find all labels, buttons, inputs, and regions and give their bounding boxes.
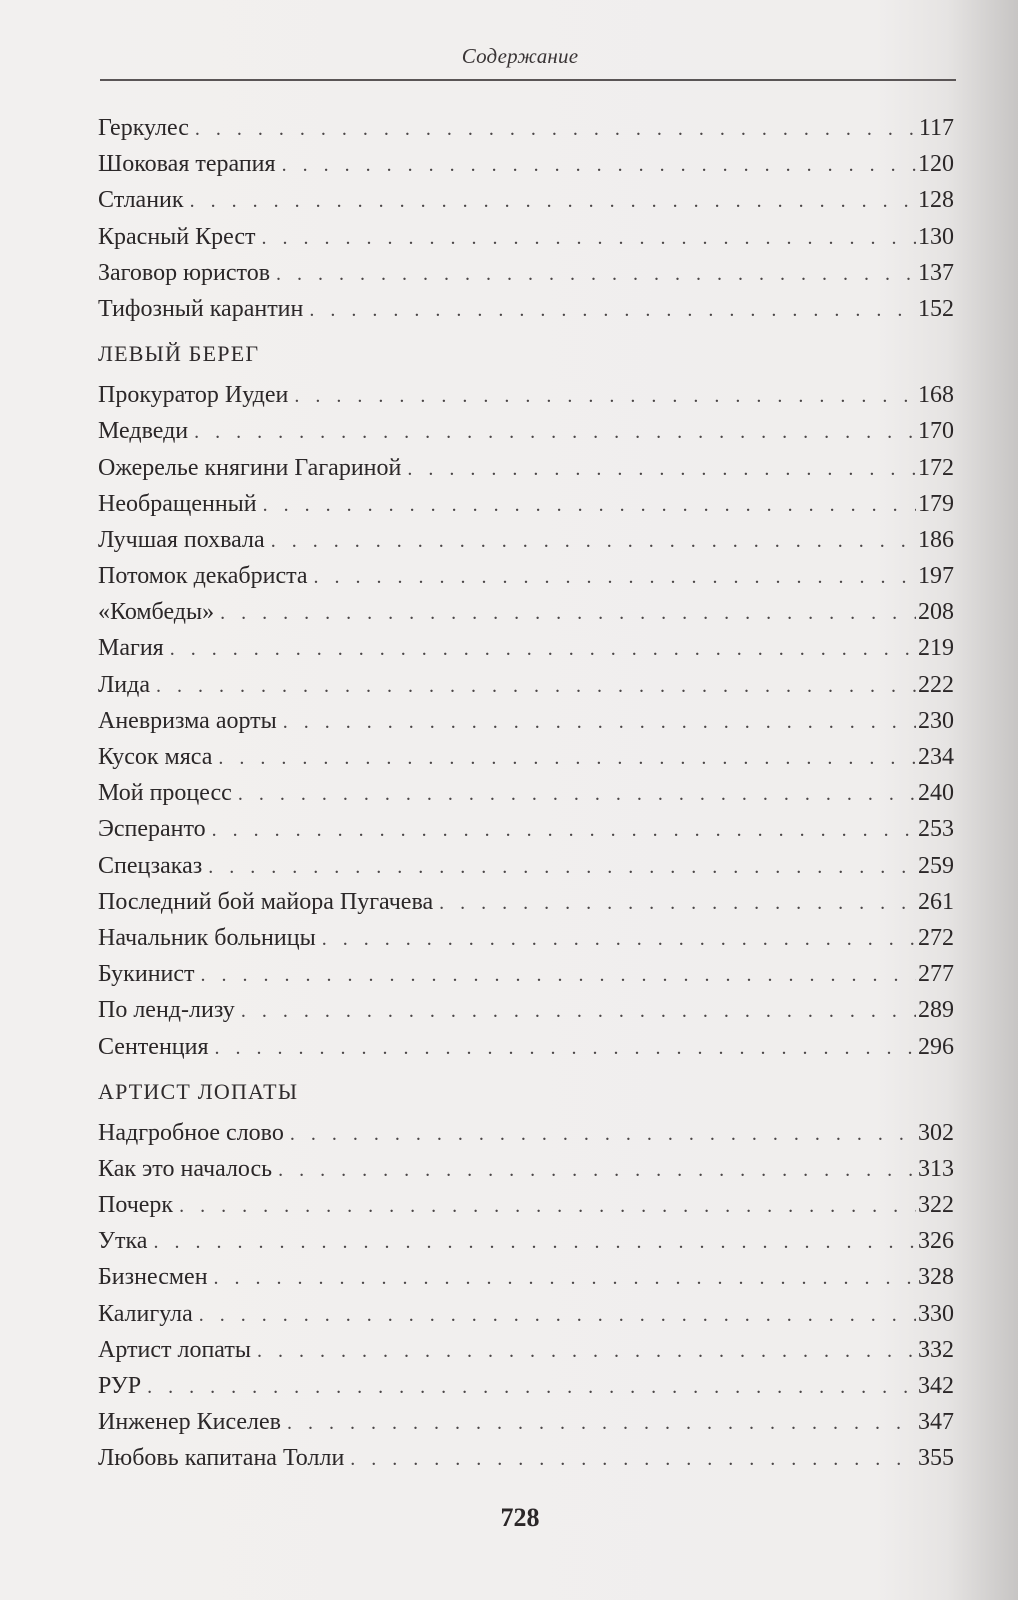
dot-leader xyxy=(290,1116,916,1152)
entry-page-number: 313 xyxy=(918,1155,954,1182)
dot-leader xyxy=(147,1369,916,1405)
toc-entry xyxy=(98,956,954,992)
toc-entry xyxy=(98,594,954,630)
entry-page-number: 328 xyxy=(918,1264,954,1291)
entry-page-number: 253 xyxy=(918,816,954,843)
toc-entry xyxy=(98,413,954,449)
running-head: Содержание xyxy=(461,44,579,68)
entry-page-number: 130 xyxy=(918,223,954,250)
entry-title: По ленд-лизу xyxy=(98,997,235,1024)
toc-entry xyxy=(98,1115,954,1151)
entry-page-number: 342 xyxy=(918,1373,954,1399)
dot-leader xyxy=(156,668,916,704)
entry-page-number: 219 xyxy=(918,635,954,662)
toc-entry xyxy=(98,486,954,522)
entry-title: Спецзаказ xyxy=(98,852,203,879)
entry-page-number: 234 xyxy=(918,744,954,770)
dot-leader xyxy=(220,595,916,631)
section-heading: ЛЕВЫЙ БЕРЕГ xyxy=(98,341,260,367)
entry-title: «Комбеды» xyxy=(98,599,215,626)
entry-title: Геркулес xyxy=(98,115,189,141)
toc-entry xyxy=(98,1151,954,1187)
entry-page-number: 117 xyxy=(918,115,954,141)
toc-entry xyxy=(98,920,954,956)
entry-page-number: 261 xyxy=(918,888,954,915)
toc-entry xyxy=(98,811,954,847)
dot-leader xyxy=(283,704,916,740)
entry-title: Лида xyxy=(98,671,150,698)
dot-leader xyxy=(262,220,916,256)
dot-leader xyxy=(194,414,916,450)
dot-leader xyxy=(218,740,916,776)
entry-page-number: 170 xyxy=(918,418,954,445)
entry-title: Эсперанто xyxy=(98,816,206,843)
dot-leader xyxy=(170,631,916,667)
entry-title: Лучшая похвала xyxy=(98,526,265,553)
entry-title: Аневризма аорты xyxy=(98,707,277,734)
dot-leader xyxy=(201,957,916,993)
toc-entry xyxy=(98,558,954,594)
toc-entry xyxy=(98,775,954,811)
toc-entry xyxy=(98,255,954,291)
toc-entry xyxy=(98,1187,954,1223)
entry-title: Утка xyxy=(98,1228,148,1255)
toc-entry xyxy=(98,1404,954,1440)
dot-leader xyxy=(257,1333,916,1369)
toc-entry xyxy=(98,146,954,182)
entry-title: Как это началось xyxy=(98,1155,273,1182)
entry-page-number: 172 xyxy=(918,454,954,481)
entry-title: Почерк xyxy=(98,1192,174,1219)
toc-entry xyxy=(98,630,954,666)
entry-title: РУР xyxy=(98,1373,142,1399)
toc-entry xyxy=(98,450,954,486)
section-heading: АРТИСТ ЛОПАТЫ xyxy=(98,1078,299,1104)
entry-title: Любовь капитана Толли xyxy=(98,1445,345,1472)
dot-leader xyxy=(263,487,916,523)
dot-leader xyxy=(314,559,916,595)
entry-page-number: 330 xyxy=(918,1300,954,1327)
entry-title: Тифозный карантин xyxy=(98,295,304,322)
entry-title: Мой процесс xyxy=(98,780,232,807)
dot-leader xyxy=(282,147,916,183)
entry-page-number: 289 xyxy=(918,997,954,1024)
entry-title: Последний бой майора Пугачева xyxy=(98,888,434,915)
dot-leader xyxy=(407,451,916,487)
entry-title: Начальник больницы xyxy=(98,924,316,951)
toc-entry xyxy=(98,219,954,255)
entry-page-number: 332 xyxy=(918,1336,954,1363)
toc-entry xyxy=(98,1440,954,1476)
entry-page-number: 326 xyxy=(918,1228,954,1255)
table-of-contents xyxy=(98,110,954,1477)
entry-page-number: 137 xyxy=(918,259,954,286)
toc-entry xyxy=(98,667,954,703)
header-rule xyxy=(100,79,956,81)
dot-leader xyxy=(309,292,916,328)
toc-entry xyxy=(98,848,954,884)
entry-title: Кусок мяса xyxy=(98,744,213,770)
entry-title: Необращенный xyxy=(98,490,257,517)
entry-title: Надгробное слово xyxy=(98,1119,284,1146)
toc-entry xyxy=(98,110,954,146)
dot-leader xyxy=(214,1260,916,1296)
dot-leader xyxy=(238,776,916,812)
entry-title: Инженер Киселев xyxy=(98,1409,281,1436)
dot-leader xyxy=(439,885,916,921)
entry-title: Медведи xyxy=(98,418,189,445)
dot-leader xyxy=(199,1297,916,1333)
entry-page-number: 128 xyxy=(918,187,954,214)
dot-leader xyxy=(179,1188,916,1224)
entry-title: Букинист xyxy=(98,961,195,988)
entry-title: Потомок декабриста xyxy=(98,563,308,590)
toc-entry xyxy=(98,1332,954,1368)
dot-leader xyxy=(212,812,916,848)
page-number: 728 xyxy=(500,1503,540,1532)
entry-page-number: 272 xyxy=(918,924,954,951)
entry-page-number: 197 xyxy=(918,563,954,590)
entry-title: Ожерелье княгини Гагариной xyxy=(98,454,402,481)
dot-leader xyxy=(215,1030,916,1066)
toc-entry xyxy=(98,992,954,1028)
toc-entry xyxy=(98,884,954,920)
dot-leader xyxy=(276,256,916,292)
dot-leader xyxy=(190,183,916,219)
entry-title: Красный Крест xyxy=(98,223,256,250)
toc-entry xyxy=(98,1029,954,1065)
entry-title: Стланик xyxy=(98,187,184,214)
toc-entry xyxy=(98,1223,954,1259)
toc-entry xyxy=(98,377,954,413)
entry-page-number: 240 xyxy=(918,780,954,807)
entry-page-number: 120 xyxy=(918,151,954,178)
dot-leader xyxy=(350,1441,916,1477)
entry-page-number: 222 xyxy=(918,671,954,698)
entry-page-number: 277 xyxy=(918,961,954,988)
entry-page-number: 296 xyxy=(918,1033,954,1060)
entry-page-number: 230 xyxy=(918,707,954,734)
dot-leader xyxy=(322,921,916,957)
entry-title: Заговор юристов xyxy=(98,259,271,286)
dot-leader xyxy=(195,111,917,147)
entry-title: Магия xyxy=(98,635,164,662)
toc-entry xyxy=(98,522,954,558)
entry-page-number: 259 xyxy=(918,852,954,879)
toc-entry xyxy=(98,739,954,775)
entry-title: Калигула xyxy=(98,1300,193,1327)
dot-leader xyxy=(278,1152,916,1188)
entry-title: Бизнесмен xyxy=(98,1264,208,1291)
dot-leader xyxy=(294,378,916,414)
toc-entry xyxy=(98,291,954,327)
entry-page-number: 179 xyxy=(918,490,954,517)
entry-title: Шоковая терапия xyxy=(98,151,276,178)
entry-page-number: 347 xyxy=(918,1409,954,1436)
dot-leader xyxy=(241,993,916,1029)
toc-entry xyxy=(98,703,954,739)
dot-leader xyxy=(153,1224,916,1260)
entry-title: Сентенция xyxy=(98,1033,209,1060)
entry-page-number: 168 xyxy=(918,382,954,409)
toc-entry xyxy=(98,1368,954,1404)
entry-page-number: 208 xyxy=(918,599,954,626)
entry-page-number: 355 xyxy=(918,1445,954,1472)
toc-entry xyxy=(98,182,954,218)
entry-title: Артист лопаты xyxy=(98,1336,251,1363)
dot-leader xyxy=(271,523,916,559)
dot-leader xyxy=(287,1405,916,1441)
entry-title: Прокуратор Иудеи xyxy=(98,382,289,409)
toc-entry xyxy=(98,1296,954,1332)
toc-entry xyxy=(98,1259,954,1295)
entry-page-number: 322 xyxy=(918,1192,954,1219)
entry-page-number: 186 xyxy=(918,526,954,553)
dot-leader xyxy=(208,849,916,885)
entry-page-number: 302 xyxy=(918,1119,954,1146)
entry-page-number: 152 xyxy=(918,295,954,322)
